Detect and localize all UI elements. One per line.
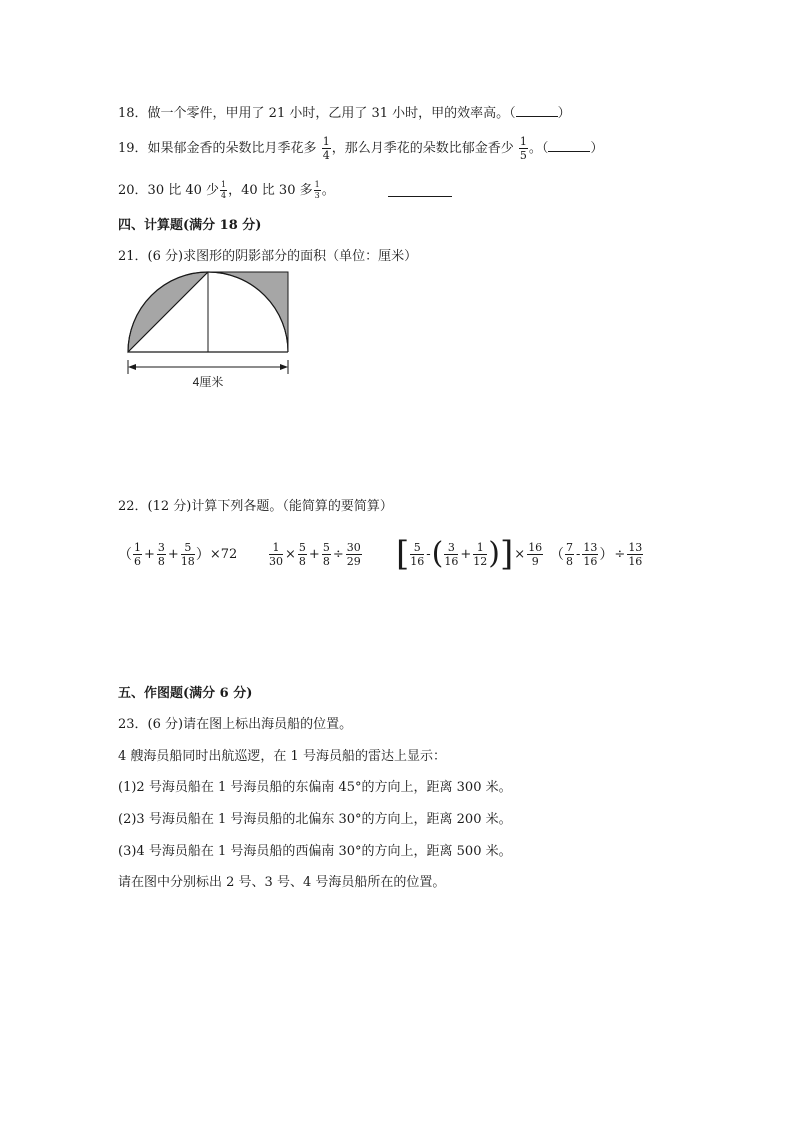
question-23-item-3: (3)4 号海员船在 1 号海员船的西偏南 30°的方向上，距离 500 米。 xyxy=(118,844,512,859)
fraction-5-8-b: $\frac{5}{8}$ xyxy=(322,540,330,568)
semicircle-diagram xyxy=(122,268,298,392)
question-19 xyxy=(118,136,603,161)
expression-2: $\frac{1}{30}$ × $\frac{5}{8}$ + $\frac{5}{8}$ ÷ $\frac{30}{29}$ xyxy=(269,540,361,568)
fraction-3-16: $\frac{3}{16}$ xyxy=(444,540,459,568)
question-20-part-c: 。 xyxy=(321,183,335,198)
expression-4: （ $\frac{7}{8}$ - $\frac{13}{16}$ ） ÷ $\frac{13}{16}$ xyxy=(550,540,643,568)
question-18-close: ） xyxy=(557,106,571,121)
fraction-13-16-b: $\frac{13}{16}$ xyxy=(628,540,643,568)
fraction-30-29: $\frac{30}{29}$ xyxy=(346,540,361,568)
question-18-text: 18．做一个零件，甲用了 21 小时，乙用了 31 小时，甲的效率高。（ xyxy=(118,106,516,121)
fraction-5-16: $\frac{5}{16}$ xyxy=(410,540,425,568)
answer-blank-19[interactable] xyxy=(548,139,590,152)
question-19-suffix: 。（ xyxy=(528,141,549,156)
fraction-16-9: $\frac{16}{9}$ xyxy=(528,540,543,568)
fraction-5-18: $\frac{5}{18}$ xyxy=(180,540,195,568)
fraction-1-12: $\frac{1}{12}$ xyxy=(473,540,488,568)
fraction-13-16-a: $\frac{13}{16}$ xyxy=(583,540,598,568)
expression-1: （ $\frac{1}{6}$ + $\frac{3}{8}$ + $\frac{5}{18}$ ） ×72 xyxy=(118,540,238,568)
question-23-text: 23．(6 分)请在图上标出海员船的位置。 xyxy=(118,717,353,732)
question-23-item-1: (1)2 号海员船在 1 号海员船的东偏南 45°的方向上，距离 300 米。 xyxy=(118,780,512,795)
section-4-title: 四、计算题(满分 18 分) xyxy=(118,218,262,233)
fraction-5-8-a: $\frac{5}{8}$ xyxy=(298,540,306,568)
expression-3: [ $\frac{5}{16}$ - ( $\frac{3}{16}$ + $\frac{1}{12}$ ) ] × $\frac{16}{9}$ xyxy=(396,534,543,574)
fraction-one-fifth: $\frac{1}{5}$ xyxy=(519,135,527,162)
answer-blank-20[interactable] xyxy=(388,196,452,197)
question-20-part-a: 20．30 比 40 少 xyxy=(118,183,220,198)
question-19-prefix: 19．如果郁金香的朵数比月季花多 xyxy=(118,141,317,156)
question-18 xyxy=(118,104,571,123)
arrowhead-left xyxy=(128,364,136,370)
section-5-title: 五、作图题(满分 6 分) xyxy=(118,686,253,701)
fraction-7-8: $\frac{7}{8}$ xyxy=(566,540,573,568)
fraction-one-quarter-small: $\frac{1}{4}$ xyxy=(221,180,227,200)
question-22-text: 22．(12 分)计算下列各题。（能简算的要简算） xyxy=(118,499,393,514)
question-19-close: ） xyxy=(590,141,604,156)
fraction-1-30: $\frac{1}{30}$ xyxy=(269,540,283,568)
question-20 xyxy=(118,180,335,202)
question-20-part-b: ，40 比 30 多 xyxy=(228,183,313,198)
question-19-mid: ，那么月季花的朵数比郁金香少 xyxy=(331,141,514,156)
fraction-one-quarter: $\frac{1}{4}$ xyxy=(322,135,330,162)
question-23-item-2: (2)3 号海员船在 1 号海员船的北偏东 30°的方向上，距离 200 米。 xyxy=(118,812,512,827)
arrowhead-right xyxy=(280,364,288,370)
answer-blank-18[interactable] xyxy=(516,104,558,117)
fraction-one-third-small: $\frac{1}{3}$ xyxy=(314,180,320,200)
shaded-region-right xyxy=(208,272,288,352)
question-21-text: 21．(6 分)求图形的阴影部分的面积（单位：厘米） xyxy=(118,249,418,264)
question-23-outro: 请在图中分别标出 2 号、3 号、4 号海员船所在的位置。 xyxy=(118,875,446,890)
fraction-1-6: $\frac{1}{6}$ xyxy=(134,540,141,568)
dimension-label: 4厘米 xyxy=(192,375,224,389)
fraction-3-8: $\frac{3}{8}$ xyxy=(157,540,165,568)
question-23-intro: 4 艘海员船同时出航巡逻，在 1 号海员船的雷达上显示： xyxy=(118,749,446,764)
